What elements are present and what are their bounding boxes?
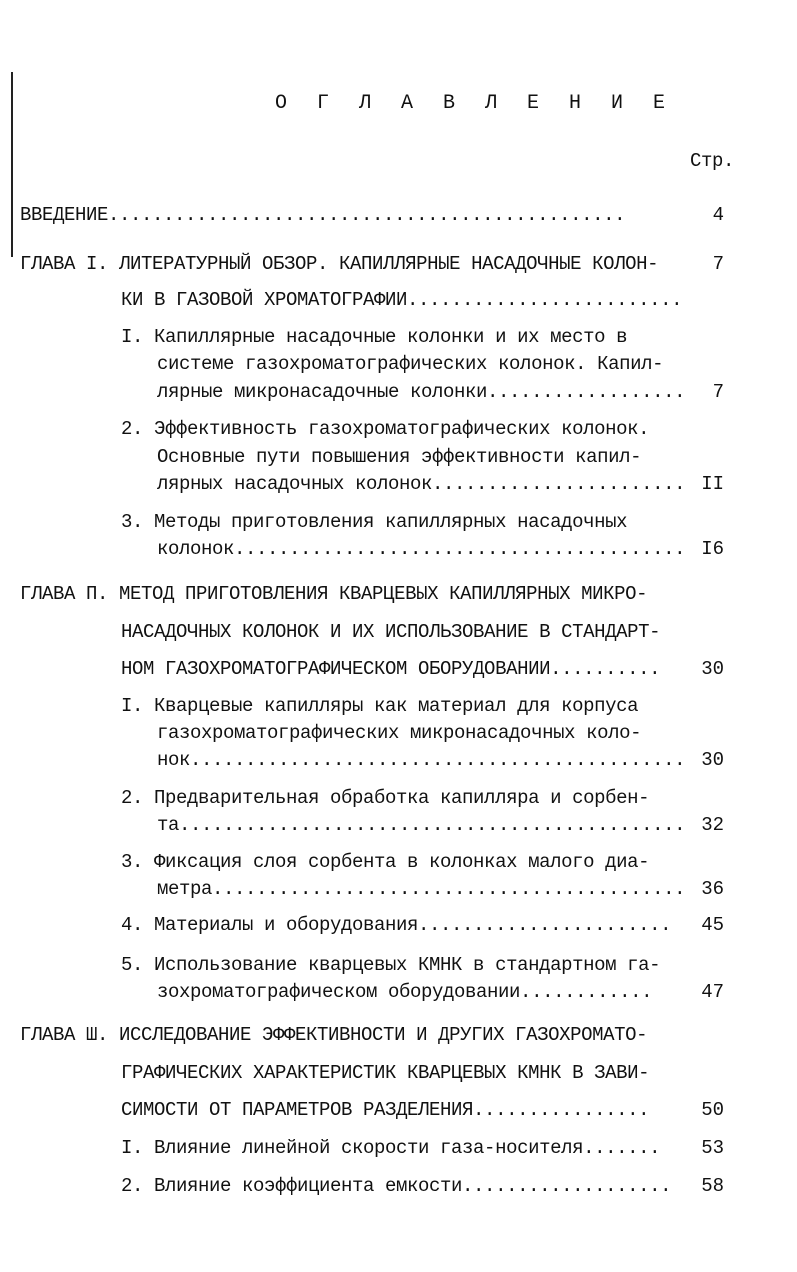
toc-section-cont: метра...........................................: [157, 878, 686, 900]
toc-chapter-heading: ГЛАВА Ш. ИССЛЕДОВАНИЕ ЭФФЕКТИВНОСТИ И ДРУГИХ ГАЗОХРОМАТО-: [20, 1024, 648, 1046]
toc-page-number: 7: [712, 381, 724, 403]
toc-chapter-heading: ГЛАВА П. МЕТОД ПРИГОТОВЛЕНИЯ КВАРЦЕВЫХ КАПИЛЛЯРНЫХ МИКРО-: [20, 583, 648, 605]
toc-page-number: 53: [701, 1137, 724, 1159]
toc-page-number: 32: [701, 814, 724, 836]
toc-section-cont: та..............................................: [157, 814, 686, 836]
toc-section-cont: зохроматографическом оборудовании............: [157, 981, 653, 1003]
toc-page-number: 7: [712, 253, 724, 275]
toc-page-number: 36: [701, 878, 724, 900]
page-column-label: Стр.: [690, 150, 735, 172]
toc-page-number: 4: [712, 204, 724, 226]
toc-section-cont: лярные микронасадочные колонки..................: [157, 381, 686, 403]
toc-chapter-heading: ГЛАВА I. ЛИТЕРАТУРНЫЙ ОБЗОР. КАПИЛЛЯРНЫЕ НАСАДОЧНЫЕ КОЛОН-: [20, 253, 659, 275]
toc-chapter-heading-cont: КИ В ГАЗОВОЙ ХРОМАТОГРАФИИ.........................: [121, 289, 683, 311]
toc-page-number: 45: [701, 914, 724, 936]
toc-chapter-heading-cont: НАСАДОЧНЫХ КОЛОНОК И ИХ ИСПОЛЬЗОВАНИЕ В СТАНДАРТ-: [121, 621, 661, 643]
toc-page-number: I6: [701, 538, 724, 560]
toc-section-cont: нок.............................................: [157, 749, 686, 771]
toc-section: I. Кварцевые капилляры как материал для корпуса: [121, 695, 639, 717]
toc-section: 2. Эффективность газохроматографических колонок.: [121, 418, 650, 440]
toc-section: 2. Предварительная обработка капилляра и сорбен-: [121, 787, 650, 809]
toc-chapter-heading-cont: СИМОСТИ ОТ ПАРАМЕТРОВ РАЗДЕЛЕНИЯ................: [121, 1099, 650, 1121]
toc-section-cont: системе газохроматографических колонок. Капил-: [157, 353, 664, 375]
toc-page-number: 50: [701, 1099, 724, 1121]
toc-section: I. Влияние линейной скорости газа-носителя.......: [121, 1137, 661, 1159]
toc-page-number: 30: [701, 749, 724, 771]
toc-section: 3. Методы приготовления капиллярных насадочных: [121, 511, 628, 533]
toc-page-number: II: [701, 473, 724, 495]
toc-section-cont: Основные пути повышения эффективности капил-: [157, 446, 642, 468]
margin-rule: [11, 72, 13, 257]
toc-chapter-heading-cont: НОМ ГАЗОХРОМАТОГРАФИЧЕСКОМ ОБОРУДОВАНИИ..........: [121, 658, 661, 680]
toc-page-number: 58: [701, 1175, 724, 1197]
toc-section-cont: лярных насадочных колонок.......................: [157, 473, 686, 495]
toc-section: I. Капиллярные насадочные колонки и их место в: [121, 326, 628, 348]
toc-section: 5. Использование кварцевых КМНК в стандартном га-: [121, 954, 661, 976]
toc-section: 4. Материалы и оборудования.......................: [121, 914, 672, 936]
toc-section: 2. Влияние коэффициента емкости...................: [121, 1175, 672, 1197]
toc-page-number: 47: [701, 981, 724, 1003]
toc-entry-intro: ВВЕДЕНИЕ...............................................: [20, 204, 626, 226]
toc-section-cont: газохроматографических микронасадочных коло-: [157, 722, 642, 744]
toc-section-cont: колонок.........................................: [157, 538, 686, 560]
toc-page-number: 30: [701, 658, 724, 680]
toc-section: 3. Фиксация слоя сорбента в колонках малого диа-: [121, 851, 650, 873]
page-title: О Г Л А В Л Е Н И Е: [275, 92, 675, 115]
toc-chapter-heading-cont: ГРАФИЧЕСКИХ ХАРАКТЕРИСТИК КВАРЦЕВЫХ КМНК В ЗАВИ-: [121, 1062, 650, 1084]
